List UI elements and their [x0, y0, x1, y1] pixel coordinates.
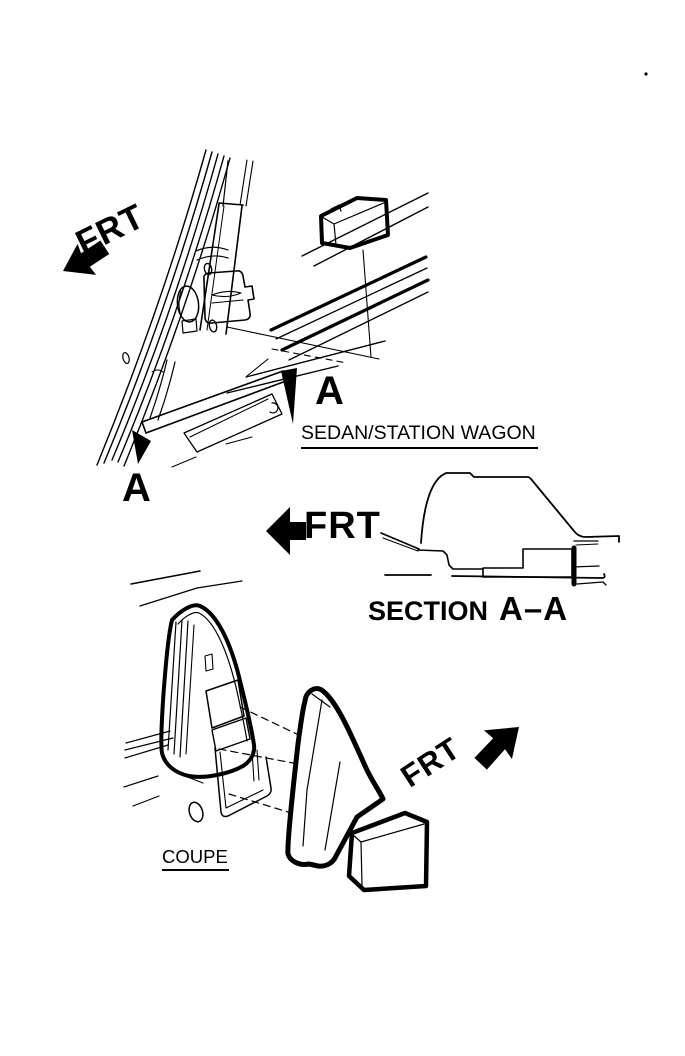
- frt-label-sedan: FRT: [69, 196, 151, 263]
- section-cut-label-bottom: A: [122, 466, 151, 510]
- frt-label-section: FRT: [304, 505, 381, 547]
- coupe-caption: COUPE: [162, 848, 229, 871]
- section-caption-code: A–A: [499, 590, 569, 627]
- frt-label-coupe: FRT: [394, 730, 467, 795]
- sedan-station-wagon-caption: SEDAN/STATION WAGON: [301, 424, 538, 449]
- sedan-illustration: [97, 150, 428, 467]
- section-caption-word: SECTION: [368, 596, 489, 626]
- frt-arrow-coupe-icon: [465, 712, 532, 777]
- frt-arrow-section-icon: [266, 507, 306, 555]
- section-aa-caption: [368, 592, 568, 625]
- section-cut-label-top: A: [315, 369, 344, 413]
- section-aa-drawing: [381, 473, 619, 585]
- stray-dot: [644, 72, 647, 75]
- cut-wedge-top-icon: [281, 368, 297, 424]
- cut-wedge-bottom-icon: [132, 430, 151, 464]
